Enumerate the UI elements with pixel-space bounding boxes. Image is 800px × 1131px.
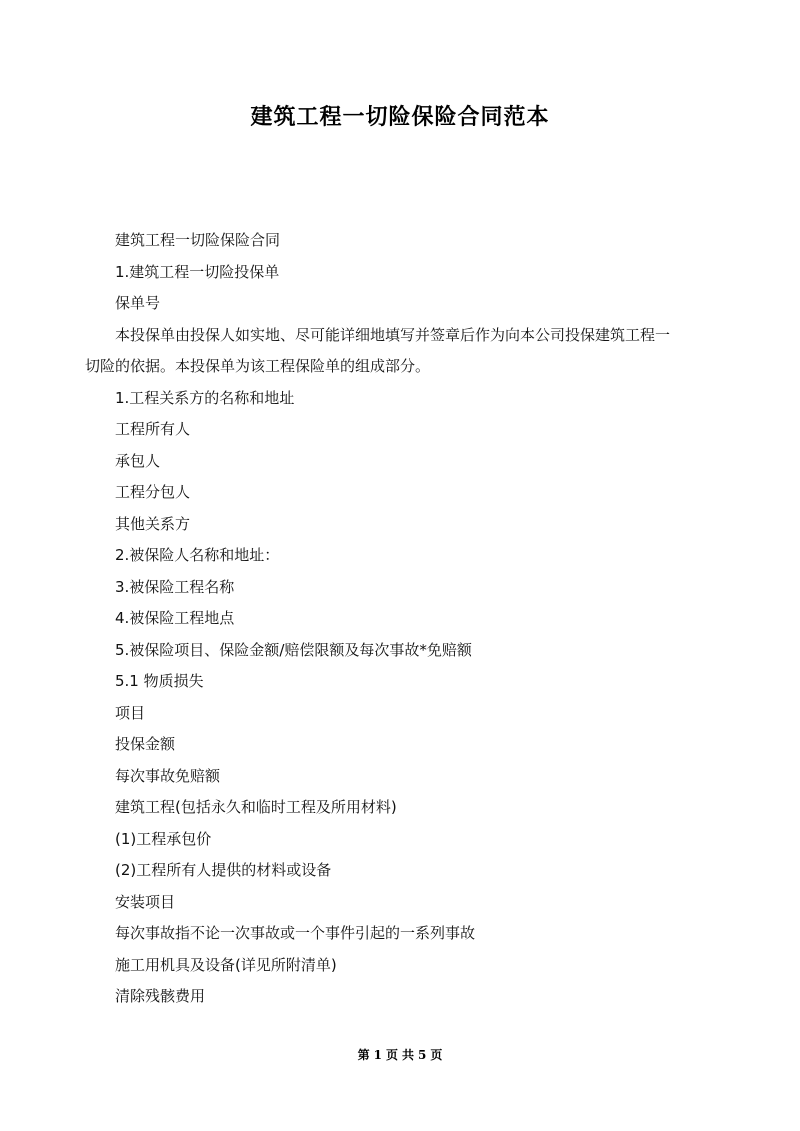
text-line: 2.被保险人名称和地址： xyxy=(115,546,280,564)
text-line: 承包人 xyxy=(115,451,161,470)
document-body xyxy=(85,225,715,1013)
footer-page-total: 5 xyxy=(418,1048,427,1062)
footer-page-current: 1 xyxy=(373,1048,382,1062)
text-line: 建筑工程一切险保险合同 xyxy=(115,231,281,249)
paragraph-line: 本投保单由投保人如实地、尽可能详细地填写并签章后作为向本公司投保建筑工程一 xyxy=(115,325,671,344)
text-line: (2)工程所有人提供的材料或设备 xyxy=(115,861,332,879)
text-line: 每次事故指不论一次事故或一个事件引起的一系列事故 xyxy=(115,924,476,942)
text-line: 投保金额 xyxy=(115,735,176,753)
footer-ye: 页 xyxy=(385,1048,398,1062)
text-line: 施工用机具及设备(详见所附清单) xyxy=(115,955,337,974)
text-line: 每次事故免赔额 xyxy=(115,766,221,785)
text-line: 其他关系方 xyxy=(115,514,191,533)
page-footer xyxy=(0,1046,800,1063)
text-line: 5.被保险项目、保险金额/赔偿限额及每次事故*免赔额 xyxy=(115,640,472,659)
paragraph-line-continued: 切险的依据。本投保单为该工程保险单的组成部分。 xyxy=(85,357,431,375)
text-line: 项目 xyxy=(115,703,146,722)
text-line: 清除残骸费用 xyxy=(115,987,206,1005)
text-line: 保单号 xyxy=(115,294,161,312)
text-line: 3.被保险工程名称 xyxy=(115,577,235,596)
text-line: 工程所有人 xyxy=(115,420,191,438)
text-line: 工程分包人 xyxy=(115,483,191,501)
footer-ye2: 页 xyxy=(430,1048,443,1062)
text-line: 5.1 物质损失 xyxy=(115,672,204,690)
text-line: 安装项目 xyxy=(115,892,176,911)
footer-di: 第 xyxy=(357,1048,370,1062)
text-line: 4.被保险工程地点 xyxy=(115,609,235,627)
text-line: 1.建筑工程一切险投保单 xyxy=(115,262,280,281)
footer-gong: 共 xyxy=(402,1048,415,1062)
document-title: 建筑工程一切险保险合同范本 xyxy=(250,105,550,130)
text-line: (1)工程承包价 xyxy=(115,829,212,848)
text-line: 1.工程关系方的名称和地址 xyxy=(115,388,295,407)
text-line: 建筑工程(包括永久和临时工程及所用材料) xyxy=(115,798,397,816)
